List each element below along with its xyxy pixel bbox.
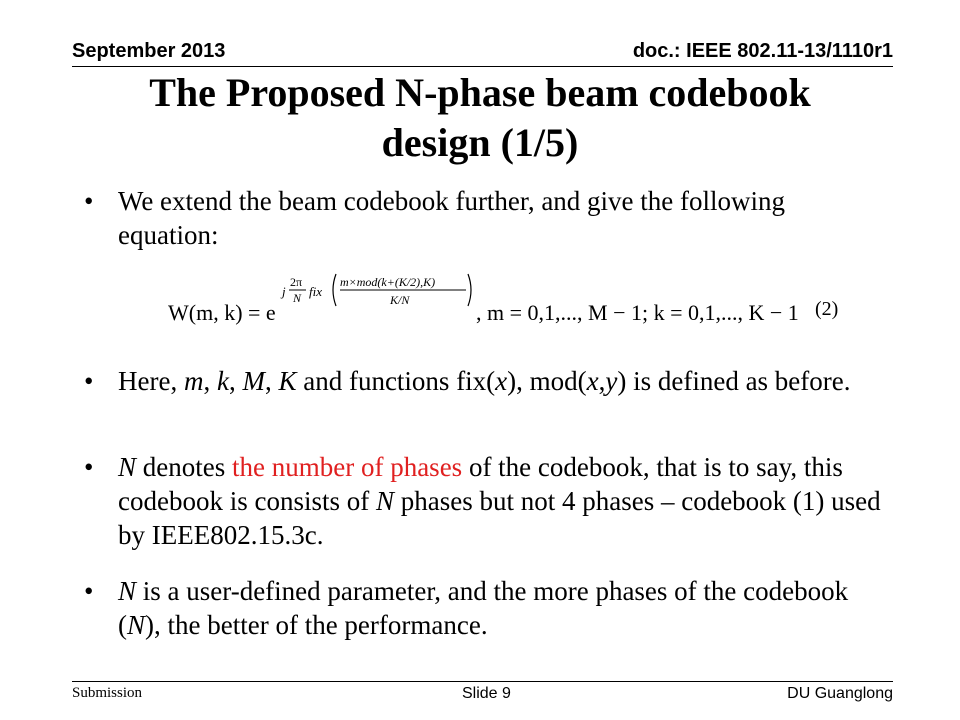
bullet-item-2: [84, 364, 884, 398]
equation-exponent-prefix: j: [282, 284, 286, 299]
italic-variable: N: [127, 610, 146, 640]
text-run: ,: [228, 366, 243, 396]
slide-title: [60, 68, 900, 168]
equation-fix: fix: [309, 284, 322, 299]
bullet-marker: •: [84, 366, 94, 396]
italic-variable: N: [375, 486, 394, 516]
footer-submission: Submission: [72, 685, 143, 701]
text-run: ,: [203, 366, 217, 396]
bullet-text-1: [118, 184, 884, 252]
text-run: denotes: [136, 452, 232, 482]
text-run: Here,: [118, 366, 184, 396]
text-run: ,: [598, 366, 606, 396]
text-run: of the codebook, that is to say, this codebook is consists of: [118, 452, 843, 516]
equation-frac2-denominator: K/N: [390, 293, 410, 307]
bullet-marker: •: [84, 186, 94, 216]
slide-title-line2: design (1/5): [381, 120, 579, 165]
italic-variable: x: [586, 366, 599, 396]
bullet-item-4: [84, 574, 884, 642]
bullet-text-3: [118, 450, 884, 552]
bullet-text-2: [118, 364, 884, 398]
italic-variable: y: [605, 366, 618, 396]
text-run: ,: [264, 366, 279, 396]
equation-frac1-numerator: 2π: [290, 275, 303, 289]
italic-variable: x: [495, 366, 508, 396]
slide-number: Slide 9: [462, 685, 511, 702]
italic-variable: m: [183, 366, 204, 396]
equation-2: [168, 268, 858, 334]
italic-variable: M: [242, 366, 265, 396]
footer-divider: [72, 681, 893, 682]
text-run: ), mod(: [507, 366, 587, 396]
equation-frac1-denominator: N: [293, 291, 302, 305]
slide-title-line1: The Proposed N-phase beam codebook: [149, 70, 811, 115]
italic-variable: N: [118, 576, 137, 606]
bullet-marker: •: [84, 452, 94, 482]
equation-right-paren: [468, 274, 471, 306]
text-run: We extend the beam codebook further, and give the following equation:: [118, 186, 786, 250]
bullet-text-4: [118, 574, 884, 642]
italic-variable: N: [118, 452, 137, 482]
header-divider: [72, 66, 893, 67]
text-run: phases but not 4 phases – codebook (1) used by IEEE802.15.3c.: [118, 486, 881, 550]
equation-number: (2): [815, 298, 839, 320]
text-run: ), the better of the performance.: [145, 610, 488, 640]
text-run: and functions fix(: [296, 366, 496, 396]
equation-tail: , m = 0,1,..., M − 1; k = 0,1,..., K − 1: [476, 300, 799, 325]
footer-author: DU Guanglong: [787, 685, 893, 702]
bullet-item-1: [84, 184, 884, 252]
bullet-marker: •: [84, 576, 94, 606]
equation-left-paren: [333, 274, 336, 306]
header-doc-id: doc.: IEEE 802.11-13/1110r1: [632, 40, 893, 62]
highlighted-text: the number of phases: [232, 452, 463, 482]
header-date: September 2013: [72, 40, 226, 62]
text-run: is a user-defined parameter, and the more phases of the codebook (: [118, 576, 849, 640]
text-run: ) is defined as before.: [617, 366, 851, 396]
bullet-item-3: [84, 450, 884, 552]
italic-variable: K: [278, 366, 297, 396]
equation-lhs: W(m, k) = e: [168, 300, 276, 325]
equation-frac2-numerator: m×mod(k+(K/2),K): [340, 275, 436, 289]
italic-variable: k: [216, 366, 229, 396]
